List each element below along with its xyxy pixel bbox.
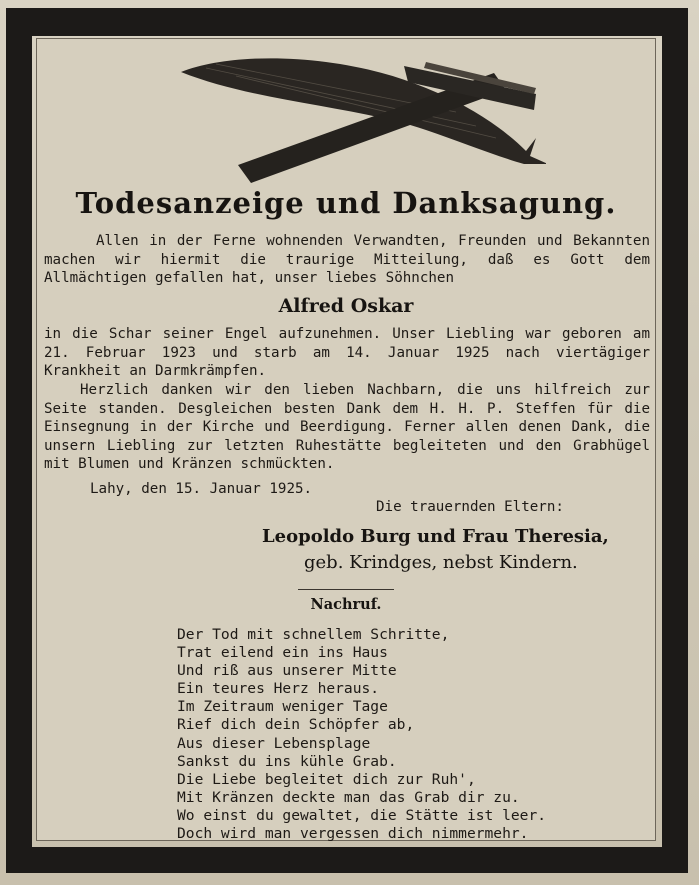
deceased-name: Alfred Oskar — [278, 295, 414, 317]
poem-line: Der Tod mit schnellem Schritte, — [177, 626, 450, 643]
poem-line: Doch wird man vergessen dich nimmermehr. — [177, 825, 529, 843]
poem-line: Wo einst du gewaltet, die Stätte ist leer. — [177, 806, 547, 824]
poem-line: Sankst du ins kühle Grab. — [177, 752, 397, 770]
signature-intro: Die trauernden Eltern: — [376, 499, 564, 515]
poem-line: Und riß aus unserer Mitte — [177, 662, 397, 680]
poem-line: Trat eilend ein ins Haus — [177, 644, 388, 662]
divider — [298, 589, 394, 590]
death-notice — [36, 38, 656, 841]
parents-names: Leopoldo Burg und Frau Theresia, — [262, 526, 609, 547]
place-date: Lahy, den 15. Januar 1925. — [90, 481, 313, 497]
poem-line: Ein teures Herz heraus. — [177, 680, 380, 698]
poem-line: Im Zeitraum weniger Tage — [177, 698, 388, 716]
poem-line: Rief dich dein Schöpfer ab, — [177, 716, 415, 734]
parents-maiden-name: geb. Krindges, nebst Kindern. — [304, 552, 578, 573]
poem-line: Die Liebe begleitet dich zur Ruh', — [177, 770, 476, 788]
notice-title: Todesanzeige und Danksagung. — [75, 186, 617, 220]
poem-line: Mit Kränzen deckte man das Grab dir zu. — [177, 788, 520, 806]
paragraph-thanks: Herzlich danken wir den lieben Nachbarn, die uns hilfreich zur Seite standen. Desgleichen besten Dank dem H. H. P. Steffen für die Einsegnung in der Kirche und Beerdigung. Ferner allen denen Dank, die unsern Liebling zur letzten Ruhestätte begleiteten und den Grabhügel mit Blumen und Kränzen schmückten. — [44, 382, 650, 472]
paragraph-announcement: Allen in der Ferne wohnenden Verwandten, Freunden und Bekannten machen wir hiermit die traurige Mitteilung, daß es Gott dem Allmächtigen gefallen hat, unser liebes Söhnchen — [44, 233, 650, 286]
paragraph-birth-death: in die Schar seiner Engel aufzunehmen. Unser Liebling war geboren am 21. Februar 1923 und starb am 14. Januar 1925 nach viertägiger Krankheit an Darmkrämpfen. — [44, 326, 650, 379]
nachruf-poem — [177, 626, 546, 843]
cross-with-palm-icon — [176, 46, 546, 186]
poem-line: Aus dieser Lebensplage — [177, 734, 371, 752]
nachruf-heading: Nachruf. — [310, 596, 382, 613]
